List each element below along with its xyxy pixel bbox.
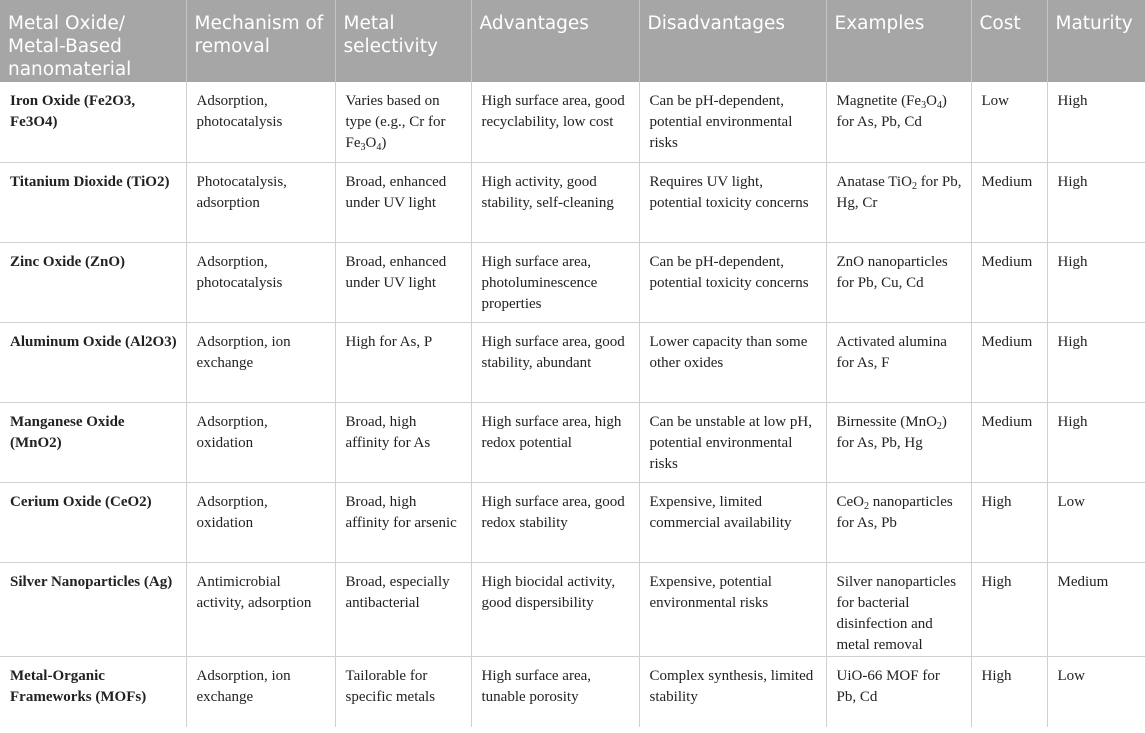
disadvantages-cell: Expensive, potential environmental risks xyxy=(639,562,826,656)
cost-cell: Medium xyxy=(971,322,1047,402)
selectivity-cell: Broad, high affinity for arsenic xyxy=(335,482,471,562)
cost-cell: High xyxy=(971,482,1047,562)
material-cell: Manganese Oxide (MnO2) xyxy=(0,402,186,482)
advantages-cell: High surface area, photoluminescence properties xyxy=(471,242,639,322)
advantages-cell: High biocidal activity, good dispersibility xyxy=(471,562,639,656)
selectivity-cell: Broad, high affinity for As xyxy=(335,402,471,482)
table-row xyxy=(0,242,1145,322)
maturity-cell: Low xyxy=(1047,482,1145,562)
mechanism-cell: Adsorption, oxidation xyxy=(186,402,335,482)
text-part: ) for As, Pb, Cd xyxy=(836,93,947,130)
mechanism-cell: Adsorption, ion exchange xyxy=(186,322,335,402)
advantages-cell: High surface area, high redox potential xyxy=(471,402,639,482)
mechanism-cell: Adsorption, oxidation xyxy=(186,482,335,562)
text-part: O xyxy=(926,93,937,109)
maturity-cell: High xyxy=(1047,162,1145,242)
selectivity-cell: Broad, enhanced under UV light xyxy=(335,242,471,322)
mechanism-cell: Photocatalysis, adsorption xyxy=(186,162,335,242)
material-cell: Zinc Oxide (ZnO) xyxy=(0,242,186,322)
col-header-selectivity: Metal selectivity xyxy=(335,0,471,82)
text-part: Magnetite (Fe xyxy=(836,93,922,109)
table-row xyxy=(0,322,1145,402)
col-header-material: Metal Oxide/ Metal-Based nanomaterial xyxy=(0,0,186,82)
subscript: 2 xyxy=(936,420,942,432)
examples-cell: Silver nanoparticles for bacterial disinfection and metal removal xyxy=(826,562,971,656)
maturity-cell: High xyxy=(1047,402,1145,482)
text-part: Anatase TiO xyxy=(836,173,912,190)
cost-cell: High xyxy=(971,656,1047,727)
text-part: Birnessite (MnO xyxy=(836,413,937,430)
material-cell: Cerium Oxide (CeO2) xyxy=(0,482,186,562)
material-cell: Aluminum Oxide (Al2O3) xyxy=(0,322,186,402)
cost-cell: Medium xyxy=(971,162,1047,242)
mechanism-cell: Adsorption, photocatalysis xyxy=(186,242,335,322)
subscript: 4 xyxy=(936,100,942,111)
text-part: for Pb, Hg, Cr xyxy=(836,173,962,211)
examples-cell xyxy=(826,82,971,162)
disadvantages-cell: Can be unstable at low pH, potential environmental risks xyxy=(639,402,826,482)
selectivity-cell: Broad, enhanced under UV light xyxy=(335,162,471,242)
cost-cell: Medium xyxy=(971,402,1047,482)
table-row xyxy=(0,482,1145,562)
table-row xyxy=(0,162,1145,242)
text-part: Varies based on type (e.g., Cr for Fe xyxy=(345,93,446,151)
advantages-cell: High surface area, good recyclability, low cost xyxy=(471,82,639,162)
material-cell: Silver Nanoparticles (Ag) xyxy=(0,562,186,656)
disadvantages-cell: Can be pH-dependent, potential toxicity concerns xyxy=(639,242,826,322)
examples-cell: ZnO nanoparticles for Pb, Cu, Cd xyxy=(826,242,971,322)
disadvantages-cell: Expensive, limited commercial availability xyxy=(639,482,826,562)
header-row xyxy=(0,0,1145,82)
disadvantages-cell: Can be pH-dependent, potential environmental risks xyxy=(639,82,826,162)
table-row xyxy=(0,656,1145,727)
cost-cell: High xyxy=(971,562,1047,656)
selectivity-cell xyxy=(335,82,471,162)
subscript: 2 xyxy=(911,180,917,192)
subscript: 3 xyxy=(921,100,927,111)
col-header-examples: Examples xyxy=(826,0,971,82)
table-row xyxy=(0,402,1145,482)
subscript: 4 xyxy=(376,142,382,153)
material-cell: Titanium Dioxide (TiO2) xyxy=(0,162,186,242)
col-header-cost: Cost xyxy=(971,0,1047,82)
cost-cell: Medium xyxy=(971,242,1047,322)
examples-cell xyxy=(826,162,971,242)
text-part: nanoparticles for As, Pb xyxy=(836,493,953,531)
maturity-cell: High xyxy=(1047,82,1145,162)
selectivity-cell: Tailorable for specific metals xyxy=(335,656,471,727)
examples-cell: UiO-66 MOF for Pb, Cd xyxy=(826,656,971,727)
mechanism-cell: Antimicrobial activity, adsorption xyxy=(186,562,335,656)
text-part: ) xyxy=(381,135,387,151)
col-header-advantages: Advantages xyxy=(471,0,639,82)
advantages-cell: High surface area, good stability, abundant xyxy=(471,322,639,402)
maturity-cell: Medium xyxy=(1047,562,1145,656)
maturity-cell: High xyxy=(1047,322,1145,402)
subscript: 2 xyxy=(864,500,869,512)
examples-cell xyxy=(826,482,971,562)
text-part: ) for As, Pb, Hg xyxy=(836,413,947,451)
table-row xyxy=(0,82,1145,162)
advantages-cell: High surface area, good redox stability xyxy=(471,482,639,562)
cost-cell: Low xyxy=(971,82,1047,162)
table-row xyxy=(0,562,1145,656)
advantages-cell: High activity, good stability, self-cleaning xyxy=(471,162,639,242)
col-header-maturity: Maturity xyxy=(1047,0,1145,82)
material-cell: Iron Oxide (Fe2O3, Fe3O4) xyxy=(0,82,186,162)
subscript: 3 xyxy=(360,142,366,153)
col-header-mechanism: Mechanism of removal xyxy=(186,0,335,82)
selectivity-cell: High for As, P xyxy=(335,322,471,402)
text-part: CeO xyxy=(836,493,864,510)
mechanism-cell: Adsorption, ion exchange xyxy=(186,656,335,727)
col-header-disadvantages: Disadvantages xyxy=(639,0,826,82)
maturity-cell: High xyxy=(1047,242,1145,322)
mechanism-cell: Adsorption, photocatalysis xyxy=(186,82,335,162)
advantages-cell: High surface area, tunable porosity xyxy=(471,656,639,727)
text-part: O xyxy=(365,135,377,151)
maturity-cell: Low xyxy=(1047,656,1145,727)
examples-cell: Activated alumina for As, F xyxy=(826,322,971,402)
disadvantages-cell: Requires UV light, potential toxicity concerns xyxy=(639,162,826,242)
material-cell: Metal-Organic Frameworks (MOFs) xyxy=(10,667,147,705)
disadvantages-cell: Complex synthesis, limited stability xyxy=(639,656,826,727)
selectivity-cell: Broad, especially antibacterial xyxy=(335,562,471,656)
disadvantages-cell: Lower capacity than some other oxides xyxy=(639,322,826,402)
examples-cell xyxy=(826,402,971,482)
